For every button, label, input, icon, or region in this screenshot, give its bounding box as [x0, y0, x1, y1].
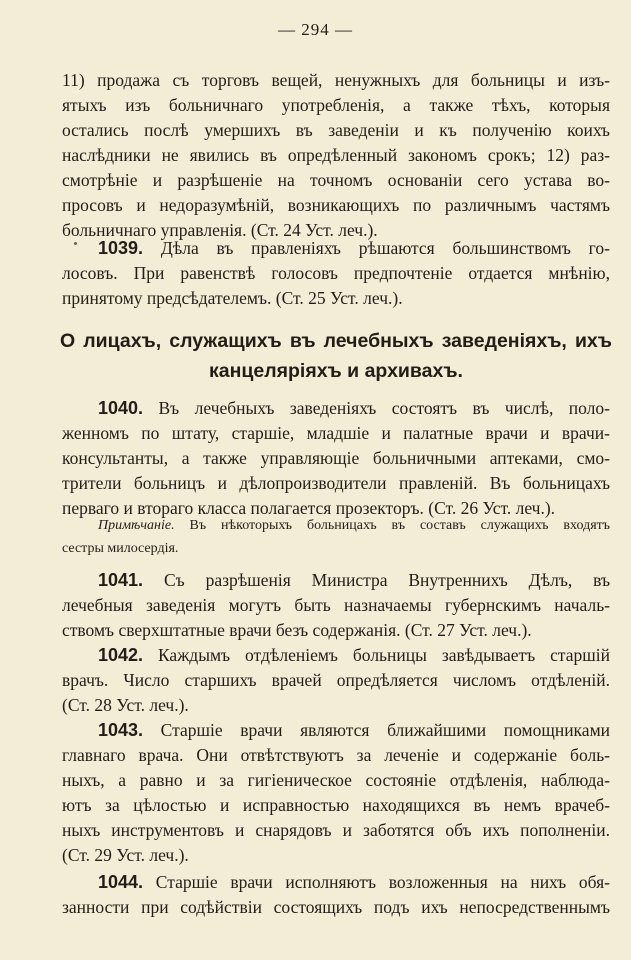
intro-paragraph — [62, 68, 610, 243]
article-1044 — [62, 870, 610, 920]
heading-line: О лицахъ, служащихъ въ лечебныхъ заведеніяхъ, ихъ — [60, 330, 612, 352]
note — [62, 514, 610, 560]
text-line: ныхъ, а равно и за гигіеническое состояніе отдѣленія, наблюда- — [62, 770, 610, 790]
text-line: лосовъ. При равенствѣ голосовъ предпочтеніе отдается мнѣнію, — [62, 263, 610, 283]
article-1042 — [62, 643, 610, 718]
article-number: 1041. — [98, 570, 144, 590]
text-line: ютъ за цѣлостью и исправностью находящихся въ немъ врачеб- — [62, 795, 610, 815]
article-number: 1039. — [98, 238, 144, 258]
article-first-line — [62, 236, 610, 261]
page-number: — 294 — — [278, 20, 353, 39]
text-line: Въ нѣкоторыхъ больницахъ въ составъ служащихъ входятъ — [189, 518, 610, 533]
text-line: ятыхъ изъ больничнаго употребленія, а также тѣхъ, которыя — [62, 95, 610, 115]
article-first-line — [62, 568, 610, 593]
article-1039 — [62, 236, 610, 311]
article-first-line — [62, 643, 610, 668]
text-line: трители больницъ и дѣлопроизводители правленій. Въ больницахъ — [62, 473, 610, 493]
text-line: наслѣдники не явились въ опредѣленный закономъ срокъ; 12) раз- — [62, 145, 610, 165]
text-line: смотрѣніе и разрѣшеніе на точномъ основаніи сего устава во- — [62, 170, 610, 190]
text-line: принятому предсѣдателемъ. (Ст. 25 Уст. леч.). — [62, 288, 403, 308]
note-label: Примѣчаніе. — [98, 518, 175, 533]
text-line: ныхъ инструментовъ и снарядовъ и заботятся объ ихъ пополненіи. — [62, 820, 610, 840]
text-line: больничнаго управленія. (Ст. 24 Уст. леч.). — [62, 220, 378, 240]
text-line: 11) продажа съ торговъ вещей, ненужныхъ для больницы и изъ- — [62, 70, 610, 90]
text-line: ствомъ сверхштатные врачи безъ содержанія. (Ст. 27 Уст. леч.). — [62, 620, 532, 640]
text-line: женномъ по штату, старшіе, младшіе и палатные врачи и врачи- — [62, 423, 610, 443]
text-line: консультанты, а также управляющіе больничными аптеками, смо- — [62, 448, 610, 468]
article-1041 — [62, 568, 610, 643]
text-line: лечебныя заведенія могутъ быть назначаемы губернскимъ началь- — [62, 595, 610, 615]
text-line: занности при содѣйствіи состоящихъ подъ ихъ непосредственнымъ — [62, 897, 610, 917]
text-line: главнаго врача. Они отвѣтствуютъ за леченіе и содержаніе боль- — [62, 745, 610, 765]
section-heading — [60, 326, 612, 386]
text-line: Старшіе врачи являются ближайшими помощниками — [160, 720, 610, 740]
text-line: (Ст. 29 Уст. леч.). — [62, 845, 189, 865]
article-first-line — [62, 870, 610, 895]
heading-line: канцеляріяхъ и архивахъ. — [209, 360, 463, 382]
article-number: 1043. — [98, 720, 144, 740]
text-line: перваго и втораго класса полагается прозекторъ. (Ст. 26 Уст. леч.). — [62, 498, 556, 518]
text-line: просовъ и недоразумѣній, возникающихъ по различнымъ частямъ — [62, 195, 610, 215]
article-1043 — [62, 718, 610, 868]
text-line: Дѣла въ правленіяхъ рѣшаются большинствомъ го- — [160, 238, 610, 258]
text-line: остались послѣ умершихъ въ заведеніи и къ полученію коихъ — [62, 120, 610, 140]
article-1040 — [62, 396, 610, 521]
text-line: Съ разрѣшенія Министра Внутреннихъ Дѣлъ, въ — [163, 570, 610, 590]
article-number: 1040. — [98, 398, 144, 418]
article-number: 1042. — [98, 645, 144, 665]
article-first-line — [62, 396, 610, 421]
text-line: Старшіе врачи исполняютъ возложенныя на нихъ обя- — [155, 872, 610, 892]
note-first-line — [62, 514, 610, 537]
text-line: Каждымъ отдѣленіемъ больницы завѣдываетъ старшій — [157, 645, 610, 665]
text-line: Въ лечебныхъ заведеніяхъ состоятъ въ числѣ, поло- — [158, 398, 610, 418]
article-first-line — [62, 718, 610, 743]
text-line: сестры милосердія. — [62, 541, 179, 556]
article-number: 1044. — [98, 872, 144, 892]
text-line: (Ст. 28 Уст. леч.). — [62, 695, 189, 715]
text-line: врачъ. Число старшихъ врачей опредѣляется числомъ отдѣленій. — [62, 670, 610, 690]
